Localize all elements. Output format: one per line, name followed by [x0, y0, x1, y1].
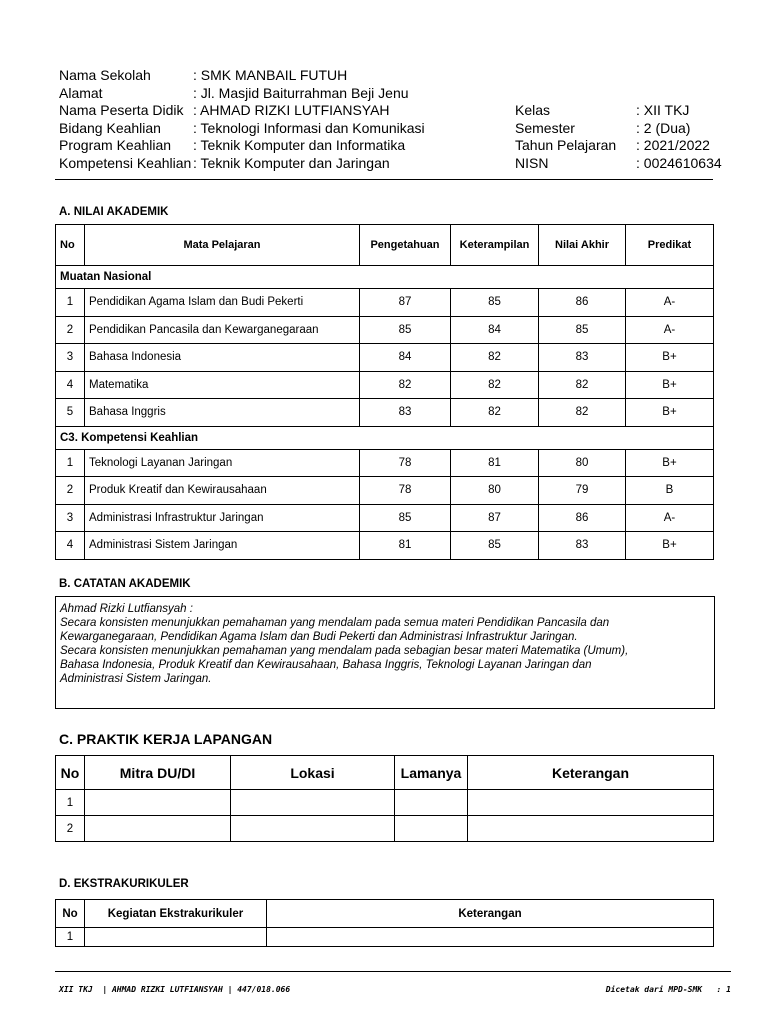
info-row: Nama Peserta Didik : AHMAD RIZKI LUTFIANSYAH — [59, 102, 390, 118]
info-row: NISN : 0024610634 — [515, 154, 722, 171]
catatan-line: Bahasa Indonesia, Produk Kreatif dan Kewirausahaan, Bahasa Inggris, Teknologi Layanan Jaringan dan — [60, 659, 592, 671]
nilai-table — [55, 224, 714, 560]
col-header: No — [56, 756, 85, 790]
student-info-right — [515, 102, 722, 172]
col-header: Lokasi — [231, 756, 395, 790]
info-row: Alamat : Jl. Masjid Baiturrahman Beji Jenu — [59, 84, 409, 101]
col-header: Mitra DU/DI — [85, 756, 231, 790]
table-row: 2 Pendidikan Pancasila dan Kewarganegaraan 85 84 85 A- — [56, 316, 714, 344]
section-title-nilai: A. NILAI AKADEMIK — [59, 206, 169, 218]
table-row: 4 Matematika 82 82 82 B+ — [56, 371, 714, 399]
col-header: Mata Pelajaran — [85, 225, 360, 266]
catatan-line: Secara konsisten menunjukkan pemahaman yang mendalam pada sebagian besar materi Matematika (Umum), — [60, 645, 629, 657]
footer-left: XII TKJ | AHMAD RIZKI LUTFIANSYAH | 447/018.066 — [59, 985, 291, 994]
section-title-ekstra: D. EKSTRAKURIKULER — [59, 878, 189, 890]
table-row: 2 — [56, 816, 714, 842]
table-row: 3 Bahasa Indonesia 84 82 83 B+ — [56, 344, 714, 372]
pkl-table — [55, 755, 714, 842]
section-title-catatan: B. CATATAN AKADEMIK — [59, 578, 191, 590]
col-header: Nilai Akhir — [539, 225, 626, 266]
col-header: No — [56, 225, 85, 266]
ekstra-table — [55, 899, 714, 947]
col-header: Keterangan — [468, 756, 714, 790]
col-header: Pengetahuan — [360, 225, 451, 266]
table-row: 5 Bahasa Inggris 83 82 82 B+ — [56, 399, 714, 427]
catatan-line: Kewarganegaraan, Pendidikan Agama Islam dan Budi Pekerti dan Administrasi Infrastruktur Jaringan. — [60, 631, 578, 643]
section-title-pkl: C. PRAKTIK KERJA LAPANGAN — [59, 731, 273, 747]
catatan-line: Ahmad Rizki Lutfiansyah : — [60, 603, 193, 615]
header-divider — [55, 179, 713, 180]
col-header: Predikat — [626, 225, 714, 266]
catatan-line: Administrasi Sistem Jaringan. — [60, 673, 212, 685]
col-header: Kegiatan Ekstrakurikuler — [85, 900, 267, 928]
catatan-line: Secara konsisten menunjukkan pemahaman yang mendalam pada semua materi Pendidikan Pancasila dan — [60, 617, 610, 629]
catatan-box — [55, 596, 715, 709]
table-header-row — [56, 900, 714, 928]
table-row: 1 — [56, 790, 714, 816]
table-header-row — [56, 756, 714, 790]
col-header: Keterangan — [267, 900, 714, 928]
group-row: Muatan Nasional — [56, 266, 714, 289]
info-row: Kelas : XII TKJ — [515, 102, 690, 118]
table-header-row — [56, 225, 714, 266]
table-row: 1 Pendidikan Agama Islam dan Budi Pekerti 87 85 86 A- — [56, 289, 714, 317]
table-row: 2 Produk Kreatif dan Kewirausahaan 78 80 79 B — [56, 477, 714, 505]
table-row: 1 Teknologi Layanan Jaringan 78 81 80 B+ — [56, 449, 714, 477]
info-row: Program Keahlian : Teknik Komputer dan Informatika — [59, 137, 406, 153]
info-row: Bidang Keahlian : Teknologi Informasi dan Komunikasi — [59, 119, 425, 136]
table-row: 1 — [56, 928, 714, 947]
info-row: Tahun Pelajaran : 2021/2022 — [515, 137, 710, 153]
footer-divider — [55, 971, 731, 972]
col-header: Keterampilan — [451, 225, 539, 266]
table-row: 3 Administrasi Infrastruktur Jaringan 85 87 86 A- — [56, 504, 714, 532]
info-row: Semester : 2 (Dua) — [515, 119, 691, 136]
group-row: C3. Kompetensi Keahlian — [56, 426, 714, 449]
col-header: Lamanya — [395, 756, 468, 790]
footer-right: Dicetak dari MPD-SMK : 1 — [605, 985, 731, 994]
student-info-left — [59, 67, 425, 172]
info-row: Nama Sekolah : SMK MANBAIL FUTUH — [59, 67, 348, 83]
col-header: No — [56, 900, 85, 928]
table-row: 4 Administrasi Sistem Jaringan 81 85 83 B+ — [56, 532, 714, 560]
info-row: Kompetensi Keahlian : Teknik Komputer dan Jaringan — [59, 154, 390, 171]
